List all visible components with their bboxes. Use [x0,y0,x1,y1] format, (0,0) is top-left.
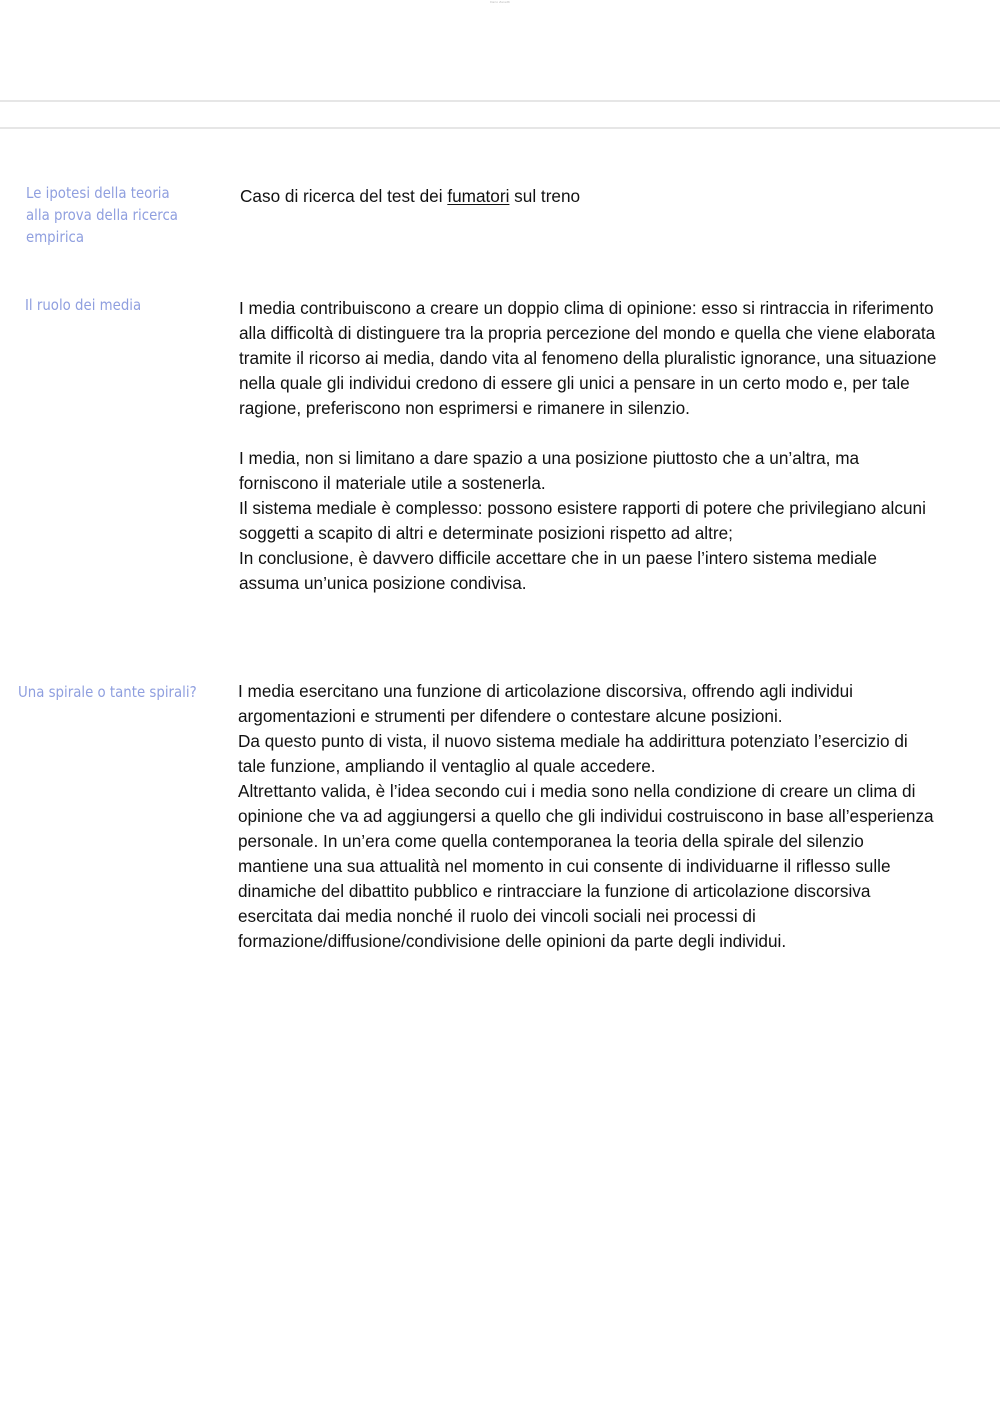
body-paragraph: I media esercitano una funzione di articolazione discorsiva, offrendo agli individui argomentazioni e strumenti per difendere o contestare alcune posizioni. [238,681,853,726]
body-text-before: Caso di ricerca del test dei [240,186,448,206]
side-heading-line: Il ruolo dei media [25,296,142,314]
body-paragraph: I media contribuiscono a creare un doppio clima di opinione: esso si rintraccia in riferimento alla difficoltà di distinguere tra la propria percezione del mondo e quella che viene elaborata tramite il ricorso ai media, dando vita al fenomeno della pluralistic ignorance, una situazione nella quale gli individui credono di essere gli unici a pensare in un certo modo e, per tale ragione, preferiscono non esprimersi e rimanere in silenzio. [239,298,937,418]
body-paragraph: In conclusione, è davvero difficile accettare che in un paese l’intero sistema mediale assuma un’unica posizione condivisa. [239,548,877,593]
side-heading [18,681,197,703]
body-paragraph [240,184,940,209]
underlined-term: fumatori [447,186,510,206]
body-text-after: sul treno [509,186,581,206]
side-heading [26,182,178,248]
paragraph-gap [239,421,939,446]
body-paragraph: Da questo punto di vista, il nuovo sistema mediale ha addirittura potenziato l’esercizio di tale funzione, ampliando il ventaglio al quale accedere. [238,731,908,776]
body-paragraph: Altrettanto valida, è l’idea secondo cui i media sono nella condizione di creare un clima di opinione che va ad aggiungersi a quello che gli individui costruiscono in base all’esperienza personale. In un’era come quella contemporanea la teoria della spirale del silenzio mantiene una sua attualità nel momento in cui consente di individuarne il riflesso sulle dinamiche del dibattito pubblico e rintracciare la funzione di articolazione discorsiva esercitata dai media nonché il ruolo dei vincoli sociali nei processi di formazione/diffusione/condivisione delle opinioni da parte degli individui. [238,781,934,951]
header-divider-top [0,100,1000,102]
section-body [239,296,939,596]
side-heading-line: Una spirale o tante spirali? [18,683,197,701]
side-heading-line: empirica [26,228,85,246]
side-heading-line: alla prova della ricerca [26,206,178,224]
side-heading [25,294,141,316]
section-body [240,184,940,209]
section-body [238,679,938,954]
body-paragraph: I media, non si limitano a dare spazio a una posizione piuttosto che a un’altra, ma forniscono il materiale utile a sostenerla. [239,448,860,493]
header-mark: Dario Zanetti [490,0,510,4]
header-divider-bottom [0,127,1000,129]
body-paragraph: Il sistema mediale è complesso: possono esistere rapporti di potere che privilegiano alcuni soggetti a scapito di altri e determinate posizioni rispetto ad altre; [239,498,926,543]
side-heading-line: Le ipotesi della teoria [26,184,170,202]
